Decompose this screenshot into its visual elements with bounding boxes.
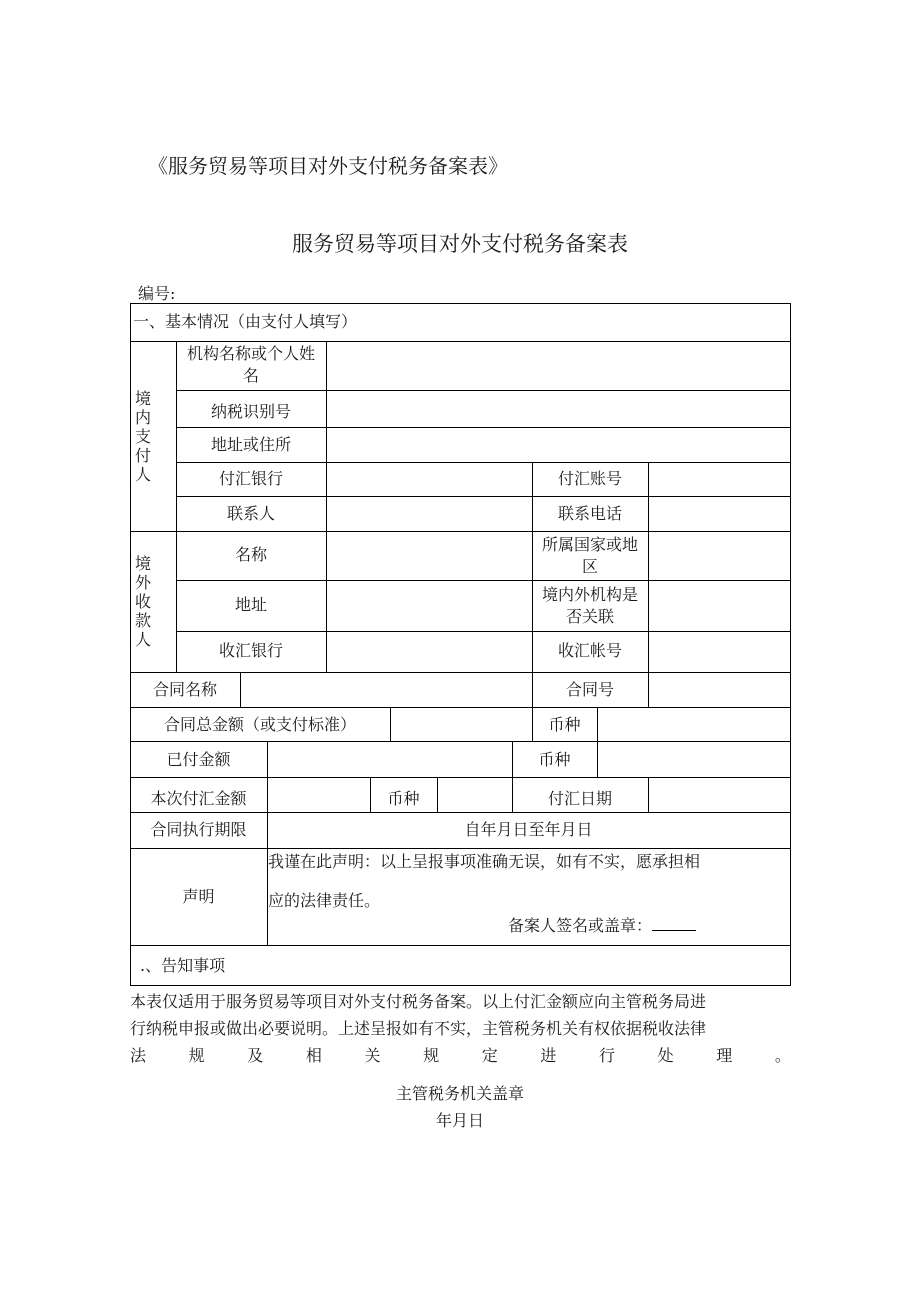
- table-rule: [648, 672, 649, 707]
- pay-bank-label: 付汇银行: [218, 469, 283, 488]
- table-rule: [790, 303, 791, 986]
- payee-address-label: 地址: [234, 595, 267, 614]
- paid-amount-label: 已付金额: [166, 750, 231, 769]
- currency-label-1: 币种: [548, 715, 581, 734]
- tax-authority-seal-block: [0, 1080, 920, 1134]
- notice-char: 关: [364, 1046, 381, 1065]
- table-rule: [130, 303, 131, 986]
- org-name-label-line2: 名: [242, 366, 259, 385]
- notice-line-2: 行纳税申报或做出必要说明。上述呈报如有不实，主管税务机关有权依据税收法律: [130, 1019, 707, 1038]
- pay-account-label: 付汇账号: [557, 469, 622, 488]
- contract-total-label: 合同总金额（或支付标准）: [163, 715, 356, 734]
- table-rule: [130, 945, 791, 946]
- contract-no-label: 合同号: [565, 680, 614, 699]
- related-party-label: [532, 584, 648, 628]
- recv-bank-label: 收汇银行: [218, 641, 283, 660]
- notice-line-1: 本表仅适用于服务贸易等项目对外支付税务备案。以上付汇金额应向主管税务局进: [130, 992, 707, 1011]
- declaration-text-line2: 应的法律责任。: [268, 891, 381, 910]
- notice-char: 规: [188, 1046, 205, 1065]
- table-rule: [240, 672, 241, 707]
- seal-authority-text: 主管税务机关盖章: [395, 1084, 524, 1103]
- table-rule: [176, 631, 791, 632]
- org-name-label: [176, 343, 326, 387]
- contact-label: 联系人: [226, 504, 275, 523]
- table-rule: [130, 707, 791, 708]
- foreign-payee-group-label: 境外收款人: [134, 554, 151, 649]
- table-rule: [176, 580, 791, 581]
- document-title: 《服务贸易等项目对外支付税务备案表》: [148, 154, 508, 178]
- table-rule: [176, 427, 791, 428]
- declaration-signature: [508, 914, 696, 938]
- table-rule: [437, 777, 438, 812]
- table-rule: [648, 531, 649, 672]
- payee-name-label: 名称: [234, 545, 267, 564]
- table-rule: [130, 672, 791, 673]
- tax-id-label: 纳税识别号: [210, 402, 291, 421]
- table-rule: [176, 462, 791, 463]
- table-rule: [267, 777, 268, 812]
- payer-address-label: 地址或住所: [210, 435, 291, 454]
- notice-char: 定: [481, 1046, 498, 1065]
- declaration-label: 声明: [182, 887, 215, 906]
- country-label-line1: 所属国家或地: [541, 535, 638, 554]
- country-label: [532, 534, 648, 578]
- exec-period-value: 自年月日至年月日: [464, 820, 593, 839]
- currency-label-2: 币种: [538, 750, 571, 769]
- notice-line-3: [130, 1042, 791, 1069]
- contract-name-label: 合同名称: [152, 680, 217, 699]
- recv-account-label: 收汇帐号: [557, 641, 622, 660]
- table-rule: [130, 812, 791, 813]
- notice-char: 理: [716, 1046, 733, 1065]
- table-rule: [648, 777, 649, 812]
- form-number-label: 编号:: [138, 284, 176, 303]
- table-rule: [130, 741, 791, 742]
- table-rule: [597, 707, 598, 741]
- table-rule: [130, 531, 791, 532]
- table-rule: [267, 741, 268, 777]
- declaration-signature-label: 备案人签名或盖章：: [508, 916, 653, 935]
- notice-char: 行: [599, 1046, 616, 1065]
- table-rule: [130, 848, 791, 849]
- table-rule: [390, 707, 391, 741]
- table-rule: [326, 341, 327, 672]
- notice-paragraph: [130, 988, 791, 1069]
- table-rule: [597, 741, 598, 777]
- contact-phone-label: 联系电话: [557, 504, 622, 523]
- org-name-label-line1: 机构名称或个人姓: [186, 344, 315, 363]
- table-rule: [130, 777, 791, 778]
- related-party-label-line1: 境内外机构是: [541, 585, 638, 604]
- country-label-line2: 区: [581, 557, 598, 576]
- notice-char: 及: [247, 1046, 264, 1065]
- table-rule: [176, 496, 791, 497]
- notice-char: 进: [540, 1046, 557, 1065]
- domestic-payer-group-label: 境内支付人: [134, 389, 151, 484]
- table-rule: [176, 390, 791, 391]
- seal-date-text: 年月日: [435, 1111, 484, 1130]
- table-rule: [130, 303, 791, 304]
- declaration-text-line1: 我谨在此声明：以上呈报事项准确无误，如有不实，愿承担相: [268, 852, 701, 871]
- currency-label-3: 币种: [387, 789, 420, 808]
- section-basic-info-heading: 一、基本情况（由支付人填写）: [133, 312, 358, 331]
- notice-char: 。: [774, 1046, 791, 1065]
- table-rule: [130, 341, 791, 342]
- notice-heading: .、告知事项: [140, 956, 226, 975]
- notice-char: 处: [657, 1046, 674, 1065]
- notice-char: 规: [423, 1046, 440, 1065]
- notice-char: 相: [305, 1046, 322, 1065]
- form-title: 服务贸易等项目对外支付税务备案表: [292, 232, 628, 256]
- exec-period-label: 合同执行期限: [150, 820, 247, 839]
- table-rule: [130, 985, 791, 986]
- table-rule: [648, 462, 649, 531]
- this-amount-label: 本次付汇金额: [150, 789, 247, 808]
- notice-char: 法: [130, 1046, 147, 1065]
- related-party-label-line2: 否关联: [565, 607, 614, 626]
- signature-blank[interactable]: [652, 916, 696, 931]
- pay-date-label: 付汇日期: [547, 789, 612, 808]
